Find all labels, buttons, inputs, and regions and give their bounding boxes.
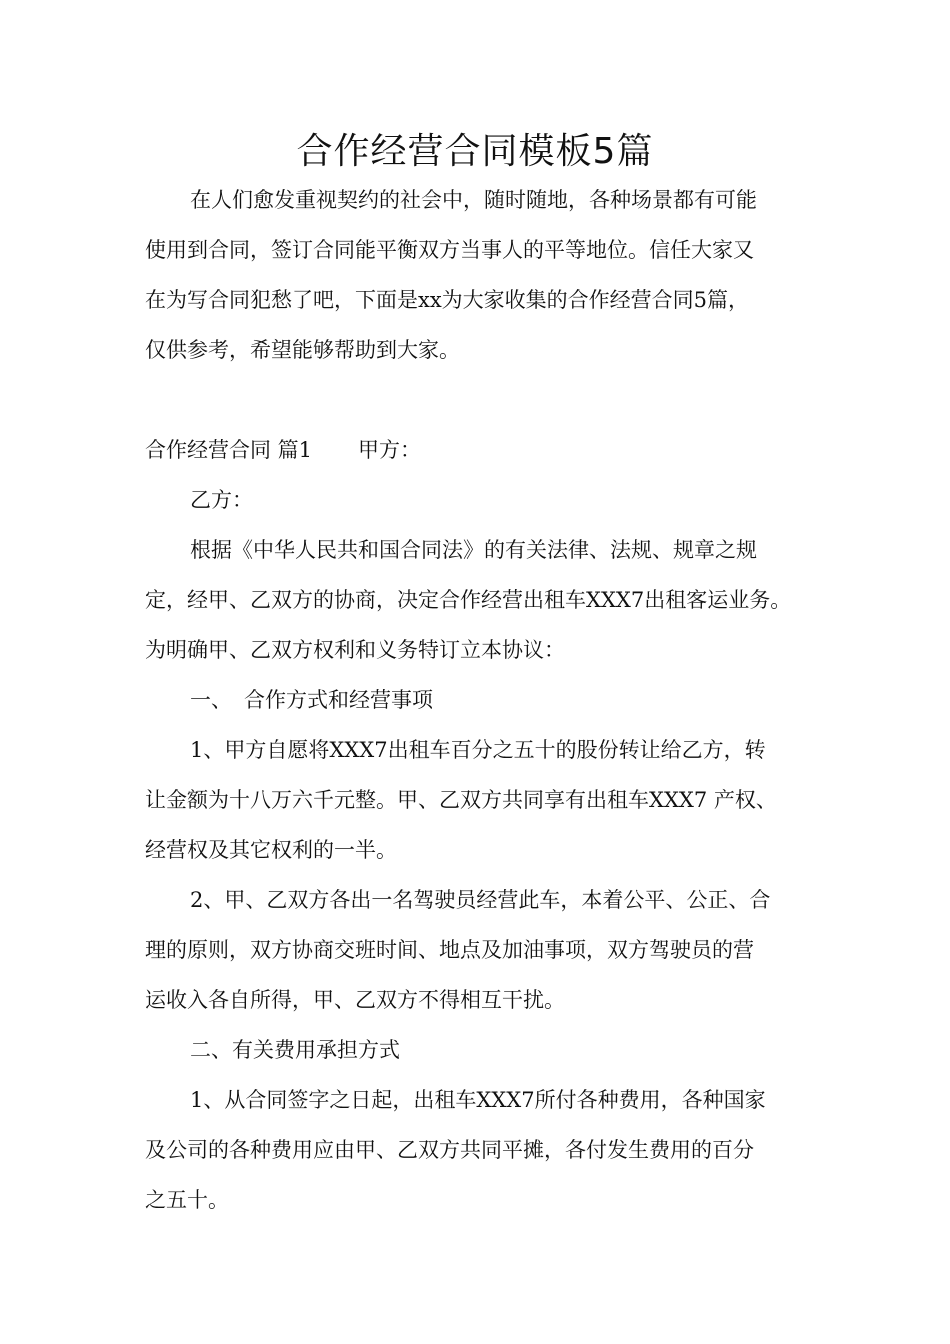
clause-2-item-1-line-1: 1、从合同签字之日起，出租车XXX7所付各种费用，各种国家 xyxy=(190,1088,766,1112)
clause-1-item-1-line-2: 让金额为十八万六千元整。甲、乙双方共同享有出租车XXX7 产权、 xyxy=(145,788,777,812)
intro-line-3: 在为写合同犯愁了吧，下面是xx为大家收集的合作经营合同5篇， xyxy=(145,288,750,312)
clause-1-heading xyxy=(190,685,815,715)
clause-1-number: 一、 xyxy=(190,688,232,712)
clause-2-item-1-line-2: 及公司的各种费用应由甲、乙双方共同平摊，各付发生费用的百分 xyxy=(145,1138,754,1162)
preamble-line-3: 为明确甲、乙双方权利和义务特订立本协议： xyxy=(145,638,565,662)
party-b-label: 乙方： xyxy=(190,488,253,512)
section-heading-row xyxy=(145,435,815,465)
party-a-label: 甲方： xyxy=(358,438,422,462)
intro-line-4: 仅供参考，希望能够帮助到大家。 xyxy=(145,338,460,362)
document-title: 合作经营合同模板5篇 xyxy=(296,131,654,172)
clause-1-title: 合作方式和经营事项 xyxy=(244,688,433,712)
preamble-line-1: 根据《中华人民共和国合同法》的有关法律、法规、规章之规 xyxy=(190,538,757,562)
clause-1-item-1-line-3: 经营权及其它权利的一半。 xyxy=(145,838,397,862)
clause-1-item-2-line-1: 2、甲、乙双方各出一名驾驶员经营此车，本着公平、公正、合 xyxy=(190,888,771,912)
clause-2-heading: 二、有关费用承担方式 xyxy=(190,1038,400,1062)
section-heading: 合作经营合同 篇1 xyxy=(145,438,313,462)
intro-line-1: 在人们愈发重视契约的社会中，随时随地，各种场景都有可能 xyxy=(190,188,757,212)
intro-line-2: 使用到合同，签订合同能平衡双方当事人的平等地位。信任大家又 xyxy=(145,238,754,262)
clause-1-item-1-line-1: 1、甲方自愿将XXX7出租车百分之五十的股份转让给乙方，转 xyxy=(190,738,766,762)
clause-1-item-2-line-3: 运收入各自所得，甲、乙双方不得相互干扰。 xyxy=(145,988,565,1012)
clause-2-item-1-line-3: 之五十。 xyxy=(145,1188,229,1212)
preamble-line-2: 定，经甲、乙双方的协商，决定合作经营出租车XXX7出租客运业务。 xyxy=(145,588,792,612)
clause-1-item-2-line-2: 理的原则，双方协商交班时间、地点及加油事项，双方驾驶员的营 xyxy=(145,938,754,962)
